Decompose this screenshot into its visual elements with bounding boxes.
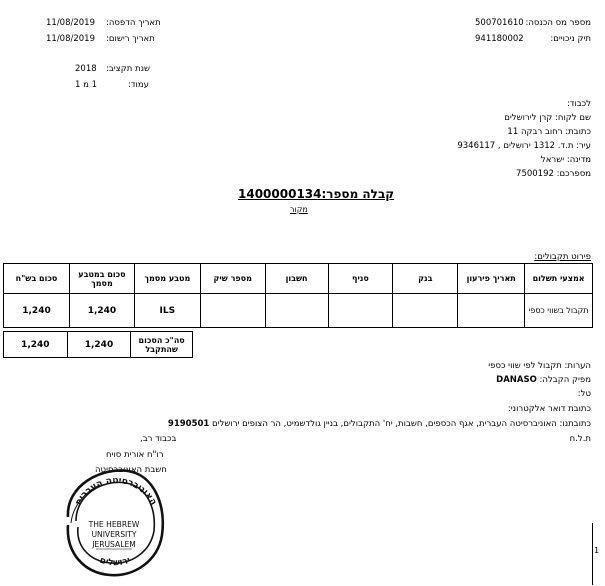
- issuer-label: מפיק הקבלה:: [539, 375, 591, 385]
- cell-account: [265, 294, 328, 328]
- print-date-value: 11/08/2019: [46, 18, 95, 28]
- our-address-text: כתובתנו: האוניברסיטה העברית, אגף הכספים, חשבות, יח' התקבולים, בניין גולדשמיט, הר הצופים ירושלים: [212, 419, 591, 429]
- supplier-number-label: תיק ניכויים:: [550, 34, 591, 44]
- page-count-value: 1 מ 1: [75, 80, 98, 90]
- header-account: חשבון: [265, 264, 328, 294]
- page-count-label: עמוד:: [128, 80, 149, 90]
- seal-line-1: THE HEBREW: [88, 520, 140, 529]
- phone-label: טל:: [577, 389, 591, 399]
- table-row: [4, 294, 593, 328]
- cell-due-date: [458, 294, 525, 328]
- header-check: מספר שיק: [200, 264, 265, 294]
- recipient-country: מדינה: ישראל: [540, 155, 591, 165]
- issuer-value: DANASO: [496, 375, 537, 385]
- header-amount-doc: סכום במטבע מסמך: [69, 264, 134, 294]
- our-address: [168, 419, 591, 429]
- page-edge-line: [592, 523, 593, 585]
- recipient-to: לכבוד:: [566, 99, 591, 109]
- notes: הערות: תקבול לפי שווי כספי: [488, 361, 591, 371]
- seal-bottom-text: ירושלים: [98, 555, 132, 569]
- recipient-number: [516, 169, 591, 179]
- cell-amount-ils: 1,240: [4, 294, 70, 328]
- totals-row: [4, 332, 193, 358]
- total-amount-doc: 1,240: [67, 332, 131, 358]
- signer-name: רו"ח אורית סויח: [106, 450, 164, 460]
- receipt-title: [238, 187, 394, 201]
- payments-table: [3, 263, 593, 328]
- cell-branch: [328, 294, 393, 328]
- cell-method: תקבול בשווי כספי: [525, 294, 593, 328]
- page-number: 1: [594, 546, 600, 555]
- header-branch: סניף: [328, 264, 393, 294]
- regards: בכבוד רב,: [140, 434, 177, 444]
- seal-line-2: UNIVERSITY: [91, 530, 137, 539]
- supplier-number-value: 941180002: [475, 34, 524, 44]
- issuer: [496, 375, 591, 385]
- header-currency: מטבע מסמך: [134, 264, 200, 294]
- email-label: כתובת דואר אלקטרוני:: [507, 404, 591, 414]
- recipient-number-value: 7500192: [516, 169, 554, 179]
- signer-title: חשבת האוניברסיטה: [95, 465, 167, 475]
- payments-section-label: פירוט תקבולים:: [534, 252, 591, 262]
- print-date-label: תאריך הדפסה:: [106, 18, 161, 28]
- cell-currency: ILS: [134, 294, 200, 328]
- vat-number-label: מספר מס הכנסה:: [525, 18, 591, 28]
- pobox-label: ת.ל.ח: [569, 434, 591, 444]
- header-bank: בנק: [393, 264, 458, 294]
- fiscal-year-label: שנת תקציב:: [106, 64, 151, 74]
- university-seal: [62, 465, 166, 581]
- totals-table: [3, 331, 193, 358]
- registration-date-value: 11/08/2019: [46, 34, 95, 44]
- seal-line-3: JERUSALEM: [92, 540, 136, 549]
- recipient-name: שם לקוח: קרן לירושלים: [504, 113, 591, 123]
- cell-bank: [393, 294, 458, 328]
- fiscal-year-value: 2018: [75, 64, 97, 74]
- seal-top-text: האוניברסיטה העברית: [73, 475, 159, 508]
- recipient-number-label: מספרכם:: [556, 169, 591, 179]
- recipient-city: עיר: ת.ד. 1312 ירושלים , 9346117: [457, 141, 591, 151]
- receipt-title-label: קבלה מספר:: [321, 187, 395, 201]
- table-header-row: [4, 264, 593, 294]
- total-amount-ils: 1,240: [4, 332, 68, 358]
- header-method: אמצעי תשלום: [525, 264, 593, 294]
- total-label: סה"כ הסכום שהתקבל: [131, 332, 193, 358]
- recipient-address: כתובת: רחוב רבקה 11: [507, 127, 591, 137]
- our-address-zip: 9190501: [167, 419, 210, 429]
- receipt-subtitle: מקור: [290, 205, 308, 214]
- registration-date-label: תאריך רישום:: [106, 34, 155, 44]
- cell-check: [200, 294, 265, 328]
- vat-number-value: 500701610: [475, 18, 524, 28]
- cell-amount-doc: 1,240: [69, 294, 134, 328]
- header-due-date: תאריך פירעון: [458, 264, 525, 294]
- header-amount-ils: סכום בש"ח: [4, 264, 70, 294]
- receipt-number: 1400000134: [238, 187, 322, 201]
